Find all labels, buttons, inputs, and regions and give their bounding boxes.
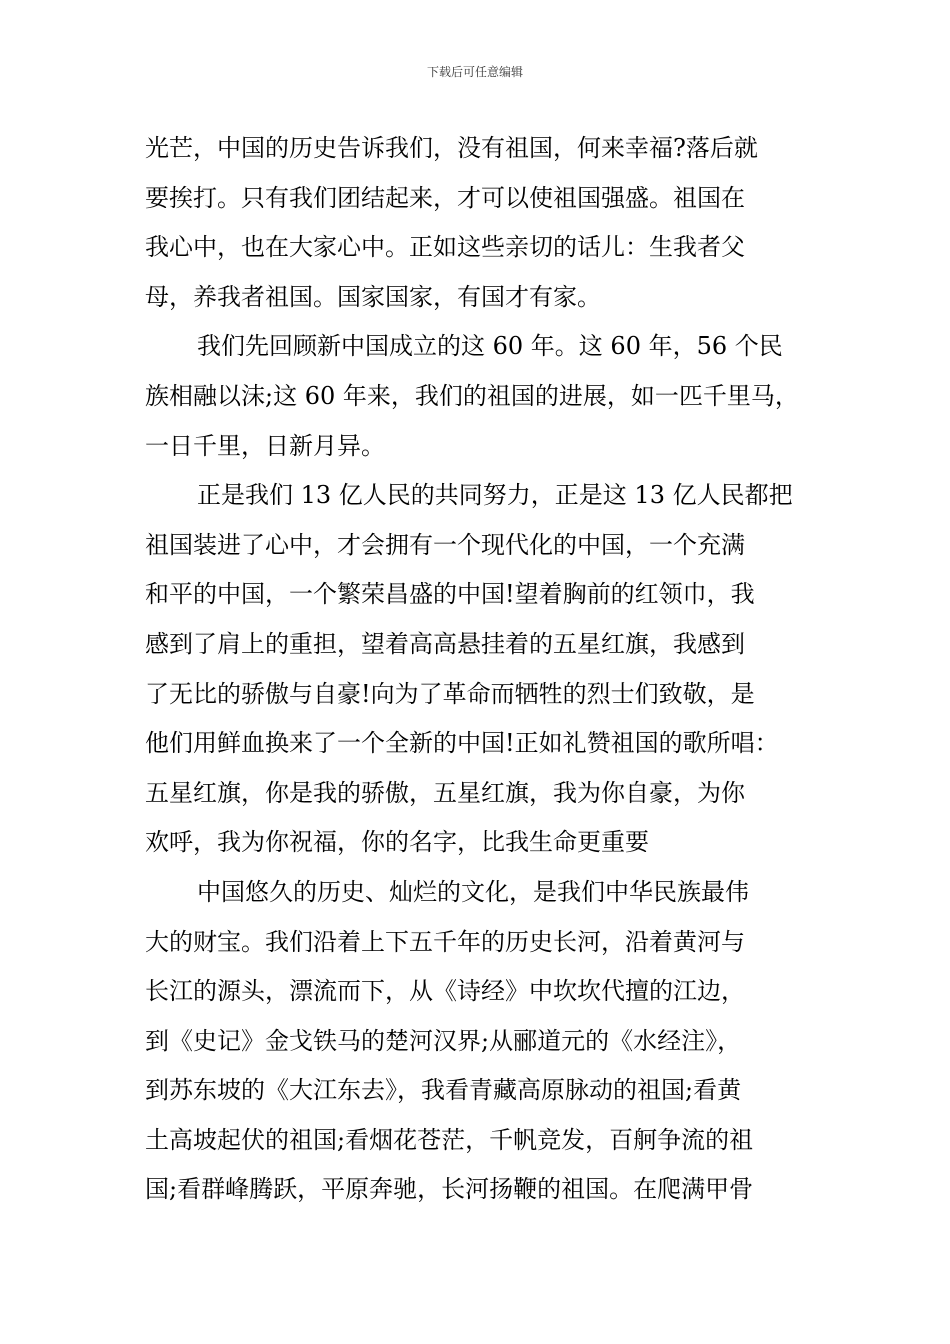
paragraph-first-line: 我们先回顾新中国成立的这 60 年。这 60 年，56 个民 bbox=[197, 332, 783, 361]
text-line: 祖国装进了心中，才会拥有一个现代化的中国，一个充满 bbox=[145, 530, 745, 559]
text-line: 国;看群峰腾跃，平原奔驰，长河扬鞭的祖国。在爬满甲骨 bbox=[145, 1175, 754, 1204]
text-line: 长江的源头，漂流而下，从《诗经》中坎坎代擅的江边， bbox=[145, 977, 745, 1006]
text-line: 土高坡起伏的祖国;看烟花苍茫，千帆竞发，百舸争流的祖 bbox=[145, 1125, 754, 1154]
text-line: 光芒，中国的历史告诉我们，没有祖国，何来幸福?落后就 bbox=[145, 134, 758, 162]
paragraph-first-line: 中国悠久的历史、灿烂的文化，是我们中华民族最伟 bbox=[197, 877, 749, 906]
text-line: 族相融以沫;这 60 年来，我们的祖国的进展，如一匹千里马， bbox=[145, 381, 799, 410]
text-line: 欢呼，我为你祝福，你的名字，比我生命更重要 bbox=[145, 828, 649, 857]
text-line: 感到了肩上的重担，望着高高悬挂着的五星红旗，我感到 bbox=[145, 629, 745, 658]
text-line: 要挨打。只有我们团结起来，才可以使祖国强盛。祖国在 bbox=[145, 183, 745, 212]
text-line: 我心中，也在大家心中。正如这些亲切的话儿：生我者父 bbox=[145, 233, 745, 262]
body-text bbox=[145, 124, 810, 1215]
text-line: 他们用鲜血换来了一个全新的中国!正如礼赞祖国的歌所唱： bbox=[145, 729, 779, 758]
text-line: 一日千里，日新月异。 bbox=[145, 431, 385, 460]
text-line: 母，养我者祖国。国家国家，有国才有家。 bbox=[145, 282, 601, 311]
page-header: 下载后可任意编辑 bbox=[426, 65, 523, 79]
text-line: 大的财宝。我们沿着上下五千年的历史长河，沿着黄河与 bbox=[145, 927, 745, 956]
text-line: 五星红旗，你是我的骄傲，五星红旗，我为你自豪，为你 bbox=[145, 778, 745, 807]
text-line: 了无比的骄傲与自豪!向为了革命而牺牲的烈士们致敬，是 bbox=[145, 679, 755, 708]
text-line: 到苏东坡的《大江东去》，我看青藏高原脉动的祖国;看黄 bbox=[145, 1076, 742, 1105]
text-line: 到《史记》金戈铁马的楚河汉界;从郦道元的《水经注》， bbox=[145, 1026, 742, 1055]
paragraph-first-line: 正是我们 13 亿人民的共同努力，正是这 13 亿人民都把 bbox=[197, 481, 793, 510]
text-line: 和平的中国，一个繁荣昌盛的中国!望着胸前的红领巾，我 bbox=[145, 580, 755, 609]
